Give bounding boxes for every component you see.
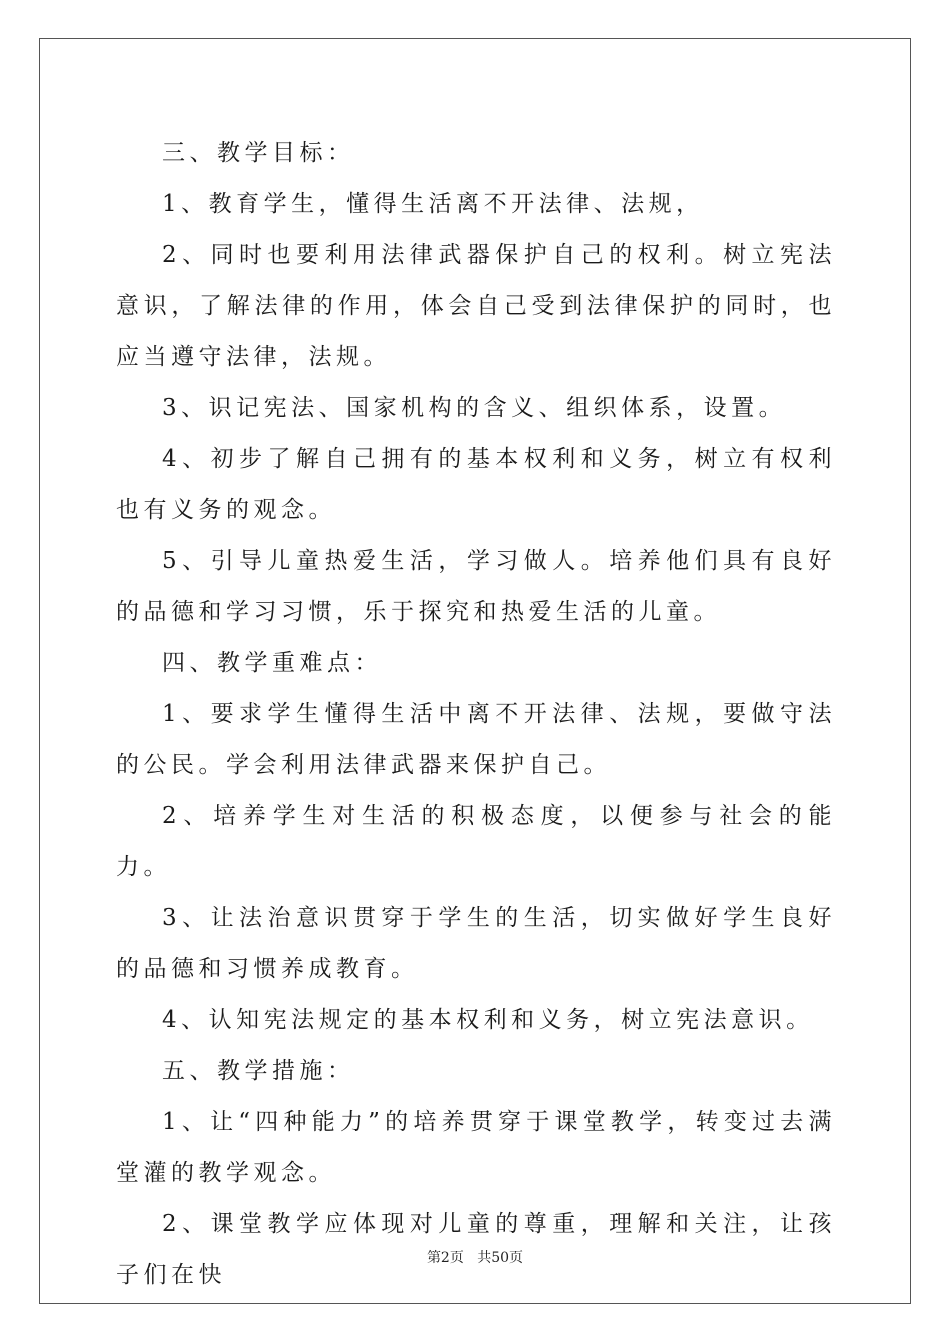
section-heading-key-points: 四、教学重难点：: [162, 650, 382, 676]
paragraph: 4、初步了解自己拥有的基本权利和义务，树立有权利也有义务的观念。: [116, 446, 836, 523]
section-heading-measures: 五、教学措施：: [162, 1058, 355, 1084]
paragraph: 2、课堂教学应体现对儿童的尊重，理解和关注，让孩子们在快: [116, 1211, 836, 1288]
page-number: 第2页: [426, 1250, 464, 1266]
paragraph: 3、让法治意识贯穿于学生的生活，切实做好学生良好的品德和习惯养成教育。: [116, 905, 836, 982]
paragraph: 4、认知宪法规定的基本权利和义务，树立宪法意识。: [162, 1007, 814, 1033]
document-body: [116, 128, 836, 1301]
paragraph: 3、识记宪法、国家机构的含义、组织体系，设置。: [162, 395, 787, 421]
page-footer: [0, 1247, 950, 1267]
paragraph: 5、引导儿童热爱生活，学习做人。培养他们具有良好的品德和学习习惯，乐于探究和热爱生活的儿童。: [116, 548, 836, 625]
paragraph: 1、让“四种能力”的培养贯穿于课堂教学，转变过去满堂灌的教学观念。: [116, 1109, 836, 1186]
paragraph: 1、教育学生，懂得生活离不开法律、法规，: [162, 191, 704, 217]
section-heading-objectives: 三、教学目标：: [162, 140, 355, 166]
paragraph: 2、培养学生对生活的积极态度，以便参与社会的能力。: [116, 803, 836, 880]
total-pages: 共50页: [477, 1250, 524, 1266]
paragraph: 1、要求学生懂得生活中离不开法律、法规，要做守法的公民。学会利用法律武器来保护自己。: [116, 701, 836, 778]
paragraph: 2、同时也要利用法律武器保护自己的权利。树立宪法意识，了解法律的作用，体会自己受到法律保护的同时，也应当遵守法律，法规。: [116, 242, 836, 370]
